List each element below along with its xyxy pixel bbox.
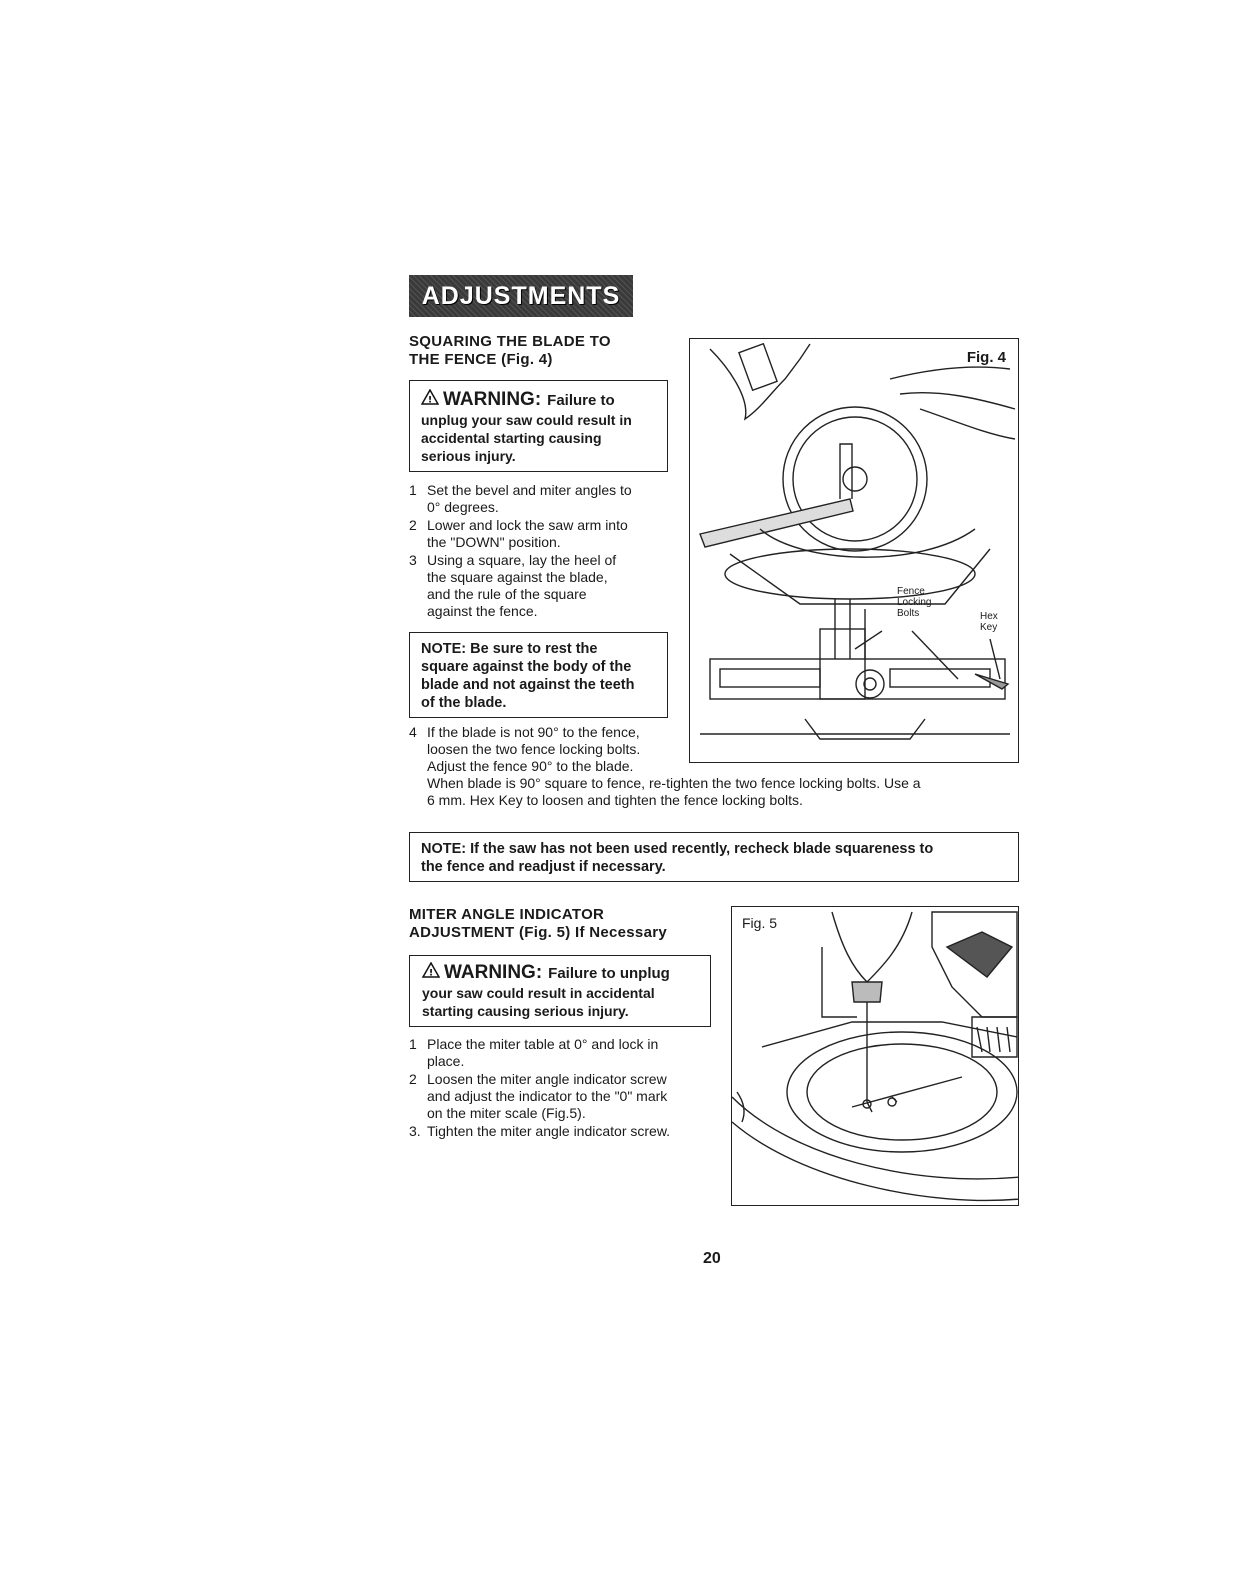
list-item bbox=[409, 517, 671, 551]
steps-list-1 bbox=[409, 482, 671, 620]
callout-text: Locking bbox=[897, 597, 932, 608]
note-text: of the blade. bbox=[421, 695, 507, 711]
step-text: and adjust the indicator to the "0" mark bbox=[427, 1088, 668, 1104]
list-item bbox=[409, 1123, 714, 1140]
step-text: Loosen the miter angle indicator screw bbox=[427, 1071, 667, 1087]
note-text: blade and not against the teeth bbox=[421, 677, 635, 693]
note-text: NOTE: If the saw has not been used recently, recheck blade squareness to bbox=[421, 841, 934, 857]
section1-heading-line1: SQUARING THE BLADE TO bbox=[409, 333, 611, 350]
warning-box-1 bbox=[409, 380, 668, 472]
list-item bbox=[409, 552, 671, 620]
step-text: Lower and lock the saw arm into bbox=[427, 517, 628, 533]
step-number: 1 bbox=[409, 1036, 417, 1052]
callout-text: Hex bbox=[980, 611, 998, 622]
warning-text: accidental starting causing bbox=[421, 430, 602, 446]
section-banner bbox=[409, 275, 633, 317]
step-number: 1 bbox=[409, 482, 417, 498]
step-text: Set the bevel and miter angles to bbox=[427, 482, 632, 498]
note-box-1 bbox=[409, 632, 668, 718]
warning-text: starting causing serious injury. bbox=[422, 1003, 629, 1019]
note-text: square against the body of the bbox=[421, 659, 632, 675]
warning-lead: Failure to bbox=[547, 392, 615, 409]
list-item bbox=[409, 1071, 714, 1122]
callout-text: Fence bbox=[897, 586, 925, 597]
step-text: Using a square, lay the heel of bbox=[427, 552, 617, 568]
step-text: and the rule of the square bbox=[427, 586, 587, 602]
svg-text:!: ! bbox=[428, 968, 434, 978]
list-item bbox=[409, 482, 671, 516]
miter-indicator-illustration bbox=[732, 907, 1019, 1206]
warning-title: WARNING: bbox=[444, 962, 543, 983]
callout-fence-locking-bolts bbox=[897, 586, 931, 619]
step-number: 4 bbox=[409, 724, 417, 740]
figure-5-label: Fig. 5 bbox=[742, 915, 778, 931]
callout-hex-key bbox=[980, 611, 998, 633]
note-text: the fence and readjust if necessary. bbox=[421, 859, 666, 875]
step-text: Adjust the fence 90° to the blade. bbox=[427, 758, 634, 774]
step-text: Tighten the miter angle indicator screw. bbox=[427, 1123, 671, 1139]
figure-4-label: Fig. 4 bbox=[966, 349, 1006, 366]
warning-lead: Failure to unplug bbox=[548, 965, 670, 982]
note-text: NOTE: Be sure to rest the bbox=[421, 641, 598, 657]
step-text: against the fence. bbox=[427, 603, 538, 619]
warning-box-2 bbox=[409, 955, 711, 1027]
section1-heading-line2: THE FENCE (Fig. 4) bbox=[409, 351, 553, 368]
note-box-2 bbox=[409, 832, 1019, 882]
figure-4 bbox=[689, 338, 1019, 763]
step-number: 3. bbox=[409, 1123, 421, 1139]
step-text: loosen the two fence locking bolts. bbox=[427, 741, 641, 757]
warning-title: WARNING: bbox=[443, 389, 542, 410]
section1-heading bbox=[409, 333, 611, 369]
step-text: Place the miter table at 0° and lock in bbox=[427, 1036, 659, 1052]
step-number: 2 bbox=[409, 1071, 417, 1087]
warning-text: unplug your saw could result in bbox=[421, 412, 632, 428]
step-text: place. bbox=[427, 1053, 465, 1069]
callout-text: Bolts bbox=[897, 608, 920, 619]
figure-5 bbox=[731, 906, 1019, 1206]
section2-heading-line1: MITER ANGLE INDICATOR bbox=[409, 906, 605, 923]
miter-saw-illustration bbox=[690, 339, 1019, 763]
warning-triangle-icon bbox=[421, 389, 439, 410]
step-number: 2 bbox=[409, 517, 417, 533]
step-text: When blade is 90° square to fence, re-tighten the two fence locking bolts. Use a bbox=[427, 775, 921, 791]
page-number: 20 bbox=[703, 1250, 721, 1267]
warning-triangle-icon bbox=[422, 962, 440, 983]
step-text: the square against the blade, bbox=[427, 569, 608, 585]
step-number: 3 bbox=[409, 552, 417, 568]
warning-text: serious injury. bbox=[421, 448, 516, 464]
step-text: 0° degrees. bbox=[427, 499, 499, 515]
banner-title: ADJUSTMENTS bbox=[421, 281, 621, 310]
step-text: on the miter scale (Fig.5). bbox=[427, 1105, 586, 1121]
steps-list-2 bbox=[409, 1036, 714, 1140]
section2-heading bbox=[409, 906, 667, 942]
step-text: the "DOWN" position. bbox=[427, 534, 561, 550]
warning-text: your saw could result in accidental bbox=[422, 985, 655, 1001]
svg-text:!: ! bbox=[427, 395, 433, 405]
step-text: 6 mm. Hex Key to loosen and tighten the fence locking bolts. bbox=[427, 792, 803, 808]
section2-heading-line2: ADJUSTMENT (Fig. 5) If Necessary bbox=[409, 924, 667, 941]
callout-text: Key bbox=[980, 622, 998, 633]
list-item bbox=[409, 1036, 714, 1070]
step-text: If the blade is not 90° to the fence, bbox=[427, 724, 640, 740]
